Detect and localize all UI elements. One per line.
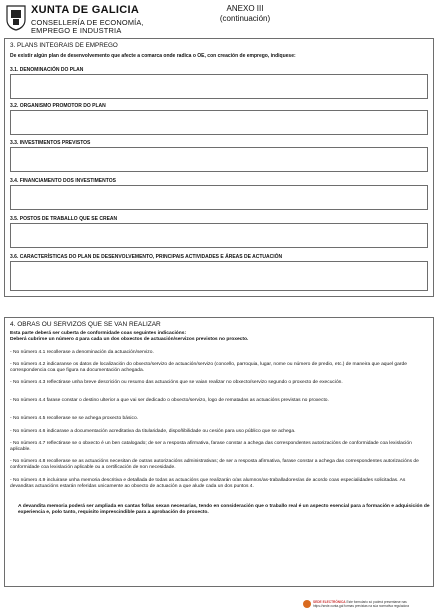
field-label-characteristics: 3.6. CARACTERÍSTICAS DO PLAN DE DESENVOLVEMENTO, PRINCIPAIS ACTIVIDADES E ÁREAS DE ACTUACIÓN — [10, 254, 283, 260]
section-intro — [10, 331, 428, 343]
instruction-item: - No número 4.1 recollerase a denominación da actuación/servizo. — [10, 350, 154, 355]
field-label-financing: 3.4. FINANCIAMENTO DOS INVESTIMENTOS — [10, 178, 116, 184]
instruction-item: - No número 4.8 recollerase se as actuacións necesitan de outras autorizacións administrativas; de ser a resposta afirmativa, farase constar a achega das correspondentes autorizacións de conformidade coa lexislación aplicable ou a certificación de non necesidade. — [10, 459, 419, 470]
xunta-shield-icon — [6, 5, 26, 31]
brand-department-line2: EMPREGO E INDUSTRIA — [31, 26, 122, 35]
section-intro: De existir algún plan de desenvolvemento que afecte a comarca onde radica o OE, con creación de emprego, indiquese: — [10, 53, 296, 59]
memoria-note: A devandita memoria poderá ser ampliada en cantas follas sexan necesarias, tendo en consideración que o traballo real é un aspecto esencial para a formación e adquisición de experiencia e, polo tanto, requisito imprescindible para a aprobación do proxecto. — [18, 504, 430, 515]
financing-input[interactable] — [10, 185, 428, 210]
instruction-item: - No número 4.5 recollerase se se achega proxecto básico. — [10, 416, 139, 421]
instruction-item: - No número 4.3 reflectirase unha breve descrición ou resumo das actuacións que se vaian realizar no obxecto/servizo segundo o proxecto de execución. — [10, 380, 343, 385]
brand-name: XUNTA DE GALICIA — [31, 4, 140, 16]
footer-line-1: Este formulario só poderá presentarse nas — [346, 600, 407, 604]
electronic-seal-icon — [303, 600, 311, 608]
field-label-investments: 3.3. INVESTIMENTOS PREVISTOS — [10, 140, 91, 146]
field-label-promoter: 3.2. ORGANISMO PROMOTOR DO PLAN — [10, 103, 106, 109]
footer-line-2: https://sede.xunta.gal formas previstas na súa normativa reguladora — [313, 603, 410, 608]
plan-name-input[interactable] — [10, 74, 428, 99]
annex-heading — [199, 4, 291, 24]
field-label-jobs: 3.5. POSTOS DE TRABALLO QUE SE CREAN — [10, 216, 118, 222]
intro-line-1: Esta parte deberá ser cuberta de conformidade coas seguintes indicacións: — [10, 331, 187, 336]
annex-subtitle: (continuación) — [219, 14, 271, 23]
field-label-plan-name: 3.1. DENOMINACIÓN DO PLAN — [10, 67, 84, 73]
page-footer — [303, 600, 435, 609]
section-title: 3. PLANS INTEGRAIS DE EMPREGO — [10, 42, 118, 49]
page-header — [4, 3, 435, 37]
instruction-item: - No número 4.6 indicarase a documentación acreditativa da titularidade, dispoñibilidade ou cesión para uso público que se achega. — [10, 429, 296, 434]
characteristics-input[interactable] — [10, 261, 428, 291]
instruction-item: - No número 4.4 farase constar o destino ulterior a que vai ser dedicado o obxecto/servizo, logo de rematadas as actuacións previstas no proxecto. — [10, 398, 329, 403]
annex-title: ANEXO III — [226, 4, 264, 13]
promoter-input[interactable] — [10, 110, 428, 135]
instruction-item: - No número 4.7 reflectirase se o obxecto é un ben catalogado; de ser a resposta afirmativa, farase constar a achega das correspondentes autorizacións de conformidade coa lexislación aplicable. — [10, 441, 412, 452]
section-works-services — [4, 317, 434, 587]
section-title: 4. OBRAS OU SERVIZOS QUE SE VAN REALIZAR — [10, 321, 161, 328]
section-integral-plans — [4, 38, 434, 297]
instruction-item: - No número 4.2 indicaranse os datos de localización do obxecto/servizo de actuación/servizo (concello, parroquia, lugar, nome ou número de predio, etc.) de maneira que aquel garde correspondencia coa que figura na documentación achegada. — [10, 362, 407, 373]
footer-label: SEDE ELECTRÓNICA — [313, 600, 346, 604]
brand-department-line1: CONSELLERÍA DE ECONOMÍA, — [31, 18, 144, 27]
footer-text — [313, 601, 409, 608]
instruction-item: - No número 4.9 incluirase unha memoria descritiva e detallada de todas as actuacións que realizarán o/as alumnos/as-traballadores/as de acordo coas especialidades solicitadas. As devanditas actuacións estarán referidas unicamente ao obxecto de actuación a que alude cada un dos puntos 4. — [10, 478, 406, 489]
jobs-input[interactable] — [10, 223, 428, 248]
investments-input[interactable] — [10, 147, 428, 172]
intro-line-2: Deberá cubrirse un número 4 para cada un dos obxectos de actuación/servizos previstos no proxecto. — [10, 337, 249, 342]
